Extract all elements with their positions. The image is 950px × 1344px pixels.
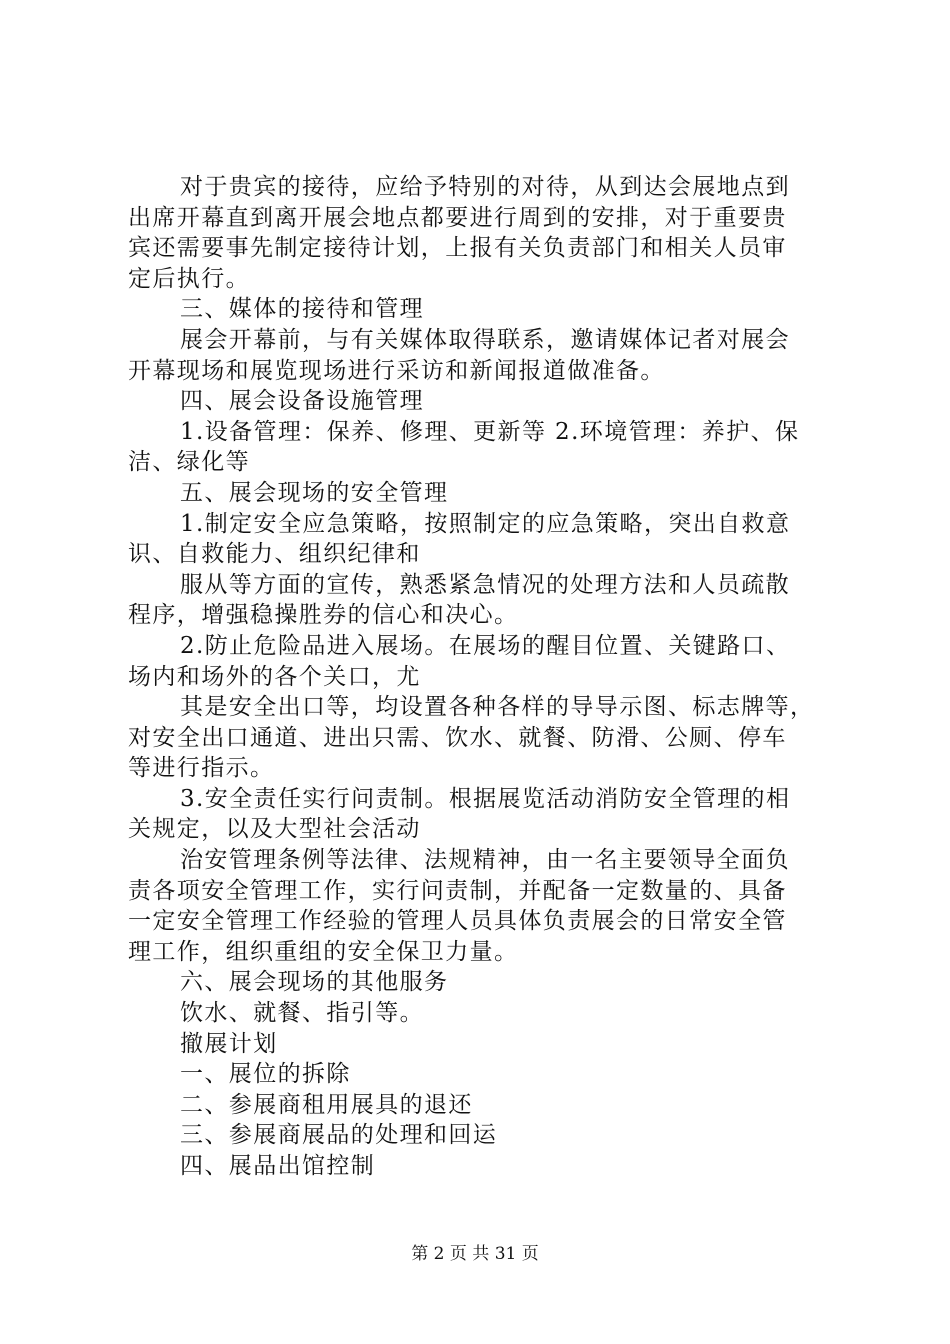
- text-line: 一、展位的拆除: [180, 1061, 351, 1088]
- text-line: 对安全出口通道、进出只需、饮水、就餐、防滑、公厕、停车: [128, 724, 787, 751]
- text-line: 展会开幕前，与有关媒体取得联系，邀请媒体记者对展会: [180, 326, 790, 353]
- text-line: 三、参展商展品的处理和回运: [180, 1122, 498, 1149]
- text-line: 洁、绿化等: [128, 449, 250, 476]
- text-line: 等进行指示。: [128, 755, 275, 782]
- text-line: 六、展会现场的其他服务: [180, 969, 449, 996]
- text-line: 撤展计划: [180, 1030, 278, 1057]
- text-line: 其是安全出口等，均设置各种各样的导导示图、标志牌等，: [180, 694, 815, 721]
- text-line: 责各项安全管理工作，实行问责制，并配备一定数量的、具备: [128, 877, 787, 904]
- text-line: 服从等方面的宣传，熟悉紧急情况的处理方法和人员疏散: [180, 571, 790, 598]
- text-line: 四、展品出馆控制: [180, 1153, 376, 1179]
- text-line: 四、展会设备设施管理: [180, 388, 424, 415]
- page-footer: 第 2 页 共 31 页: [411, 1244, 539, 1264]
- document-body: [128, 172, 840, 1182]
- text-line: 对于贵宾的接待，应给予特别的对待，从到达会展地点到: [180, 174, 790, 200]
- text-line: 程序，增强稳操胜券的信心和决心。: [128, 602, 519, 629]
- text-line: 一定安全管理工作经验的管理人员具体负责展会的日常安全管: [128, 908, 787, 935]
- text-line: 出席开幕直到离开展会地点都要进行周到的安排，对于重要贵: [128, 204, 787, 231]
- text-line: 场内和场外的各个关口，尤: [128, 663, 421, 690]
- text-line: 三、媒体的接待和管理: [180, 296, 424, 323]
- text-line: 3.安全责任实行问责制。根据展览活动消防安全管理的相: [180, 785, 791, 812]
- text-line: 1.设备管理：保养、修理、更新等 2.环境管理：养护、保: [180, 418, 800, 445]
- text-line: 饮水、就餐、指引等。: [180, 1000, 424, 1027]
- text-line: 1.制定安全应急策略，按照制定的应急策略，突出自救意: [180, 510, 791, 537]
- text-line: 理工作，组织重组的安全保卫力量。: [128, 938, 519, 965]
- text-line: 五、展会现场的安全管理: [180, 479, 449, 506]
- text-line: 治安管理条例等法律、法规精神，由一名主要领导全面负: [180, 847, 790, 874]
- text-line: 宾还需要事先制定接待计划，上报有关负责部门和相关人员审: [128, 235, 787, 262]
- text-line: 二、参展商租用展具的退还: [180, 1091, 473, 1118]
- text-line: 2.防止危险品进入展场。在展场的醒目位置、关键路口、: [180, 632, 791, 659]
- text-line: 定后执行。: [128, 265, 250, 292]
- text-line: 关规定，以及大型社会活动: [128, 816, 421, 843]
- text-line: 识、自救能力、组织纪律和: [128, 541, 421, 568]
- text-line: 开幕现场和展览现场进行采访和新闻报道做准备。: [128, 357, 665, 384]
